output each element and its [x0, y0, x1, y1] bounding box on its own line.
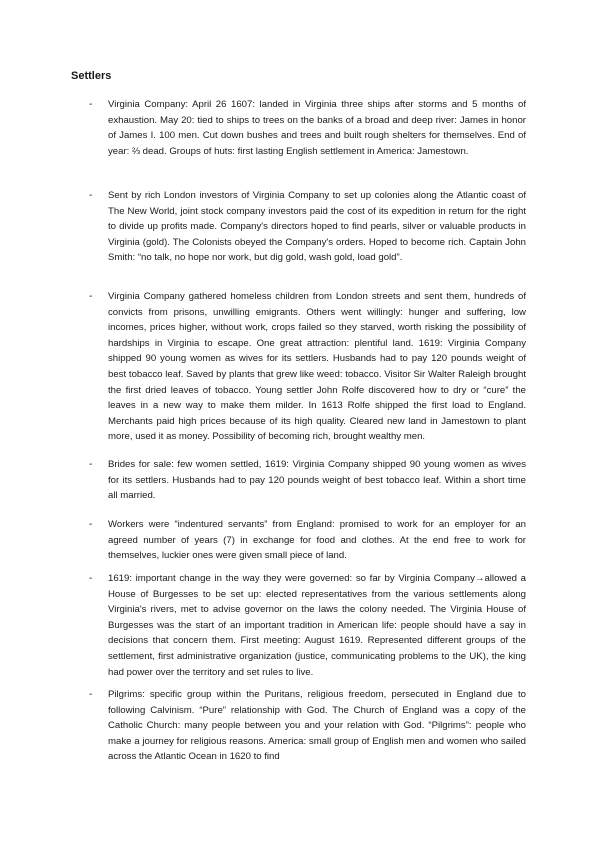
bullet-dash: -: [89, 689, 93, 700]
bullet-dash: -: [89, 459, 93, 470]
bullet-list: [89, 97, 526, 772]
bullet-dash: -: [89, 573, 93, 584]
page-title: Settlers: [71, 70, 112, 82]
list-item-text: Sent by rich London investors of Virginia Company to set up colonies along the Atlantic coast of The New World, joint stock company investors paid the cost of its expedition in return for the right to divide up profits made. Company's directors hoped to find pearls, silver or valuable products in Virginia (gold). The Colonists obeyed the Company's orders. Hoped to become rich. Captain John Smith: “no talk, no hope nor work, but dig gold, wash gold, load gold”.: [108, 190, 526, 264]
list-item: [89, 687, 526, 772]
list-item: [89, 188, 526, 289]
list-item-text: Pilgrims: specific group within the Puritans, religious freedom, persecuted in England due to following Calvinism. “Pure” relationship with God. The Church of England was a copy of the Catholic Church: many people between you and your relation with God. “Pilgrims”: people who make a journey for religious reasons. America: small group of English men and women who sailed across the Atlantic Ocean in 1620 to find: [108, 689, 526, 763]
list-item: [89, 571, 526, 687]
list-item: [89, 97, 526, 188]
bullet-dash: -: [89, 190, 93, 201]
list-item: [89, 289, 526, 457]
list-item: [89, 517, 526, 571]
list-item: [89, 457, 526, 517]
bullet-dash: -: [89, 99, 93, 110]
list-item-text: Virginia Company: April 26 1607: landed in Virginia three ships after storms and 5 months of exhaustion. May 20: tied to ships to trees on the banks of a broad and deep river: James in honor of James I. 100 men. Cut down bushes and trees and built rough shelters for themselves. End of year: ⅔ dead. Groups of huts: first lasting English settlement in America: Jamestown.: [108, 99, 526, 157]
list-item-text: Workers were “indentured servants” from England: promised to work for an employer for an agreed number of years (7) in exchange for food and clothes. At the end free to work for themselves, luckier ones were given small piece of land.: [108, 519, 526, 562]
bullet-dash: -: [89, 291, 93, 302]
list-item-text: Virginia Company gathered homeless children from London streets and sent them, hundreds of convicts from prisons, unwilling emigrants. Others went willingly: hunger and suffering, low incomes, prices higher, without work, crops failed so they starved, worth risking the possibility of hardships in Virginia to escape. One great attraction: plentiful land. 1619: Virginia Company shipped 90 young women as wives for its settlers. Husbands had to pay 120 pounds weight of best tobacco leaf. Saved by plants that grew like weed: tobacco. Visitor Sir Walter Raleigh brought the first dried leaves of tobacco. Young settler John Rolfe discovered how to dry or “cure” the leaves in a new way to make them milder. In 1613 Rolfe shipped the first load to England. Merchants paid high prices because of its high quality. Cleared new land in Jamestown to plant more, used it as money. Possibility of becoming rich, brought wealthy men.: [108, 291, 526, 443]
list-item-text: Brides for sale: few women settled, 1619: Virginia Company shipped 90 young women as wives for its settlers. Husbands had to pay 120 pounds weight of best tobacco leaf. Within a short time all married.: [108, 459, 526, 502]
bullet-dash: -: [89, 519, 93, 530]
list-item-text: 1619: important change in the way they were governed: so far by Virginia Company→allowed a House of Burgesses to be set up: elected representatives from the various settlements along Virginia's rivers, met to advise governor on the laws the colony needed. The Virginia House of Burgesses was the start of an important tradition in American life: people should have a say in decisions that concern them. First meeting: August 1619. Represented different groups of the settlement, first administrative organization (justice, communicating problems to the UK), the king had power over the territory and set rules to live.: [108, 573, 526, 678]
